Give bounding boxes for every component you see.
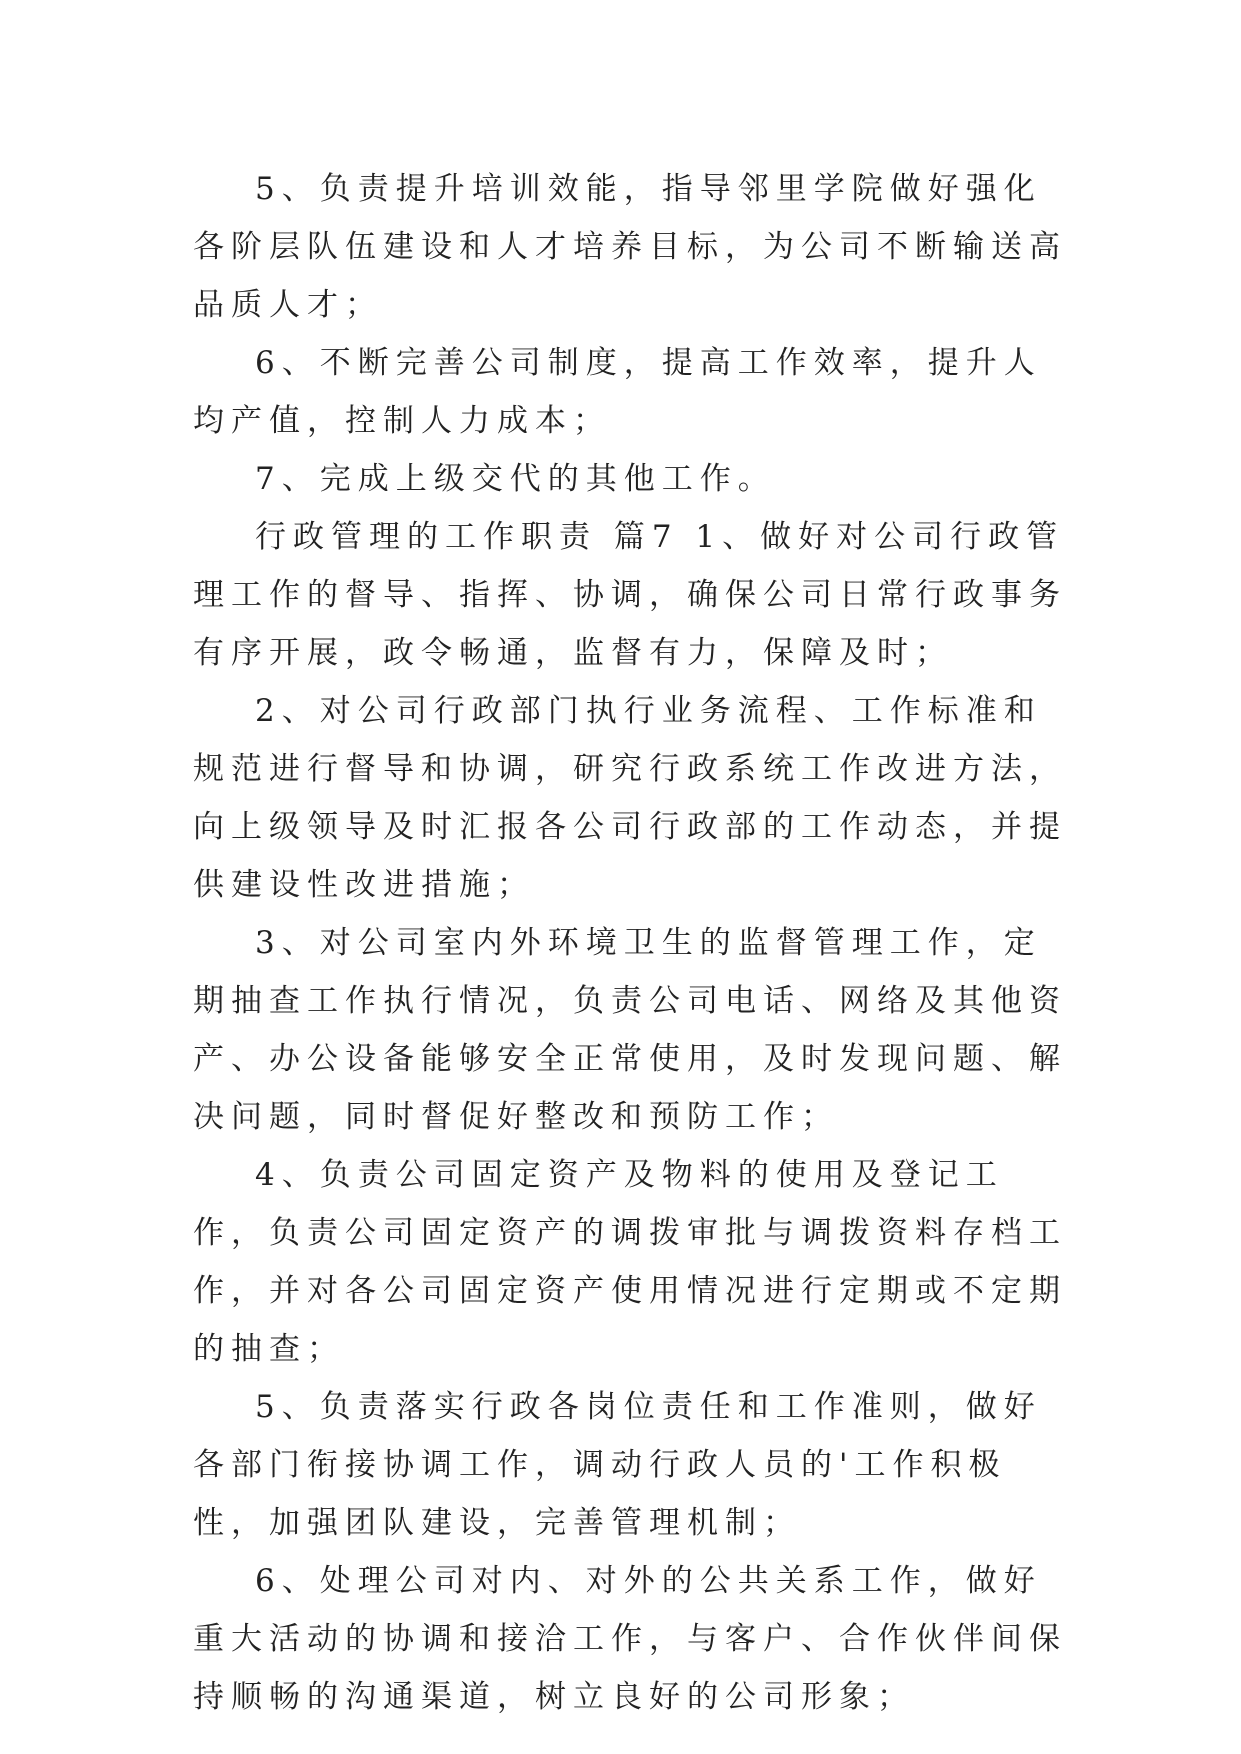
paragraph: 3、对公司室内外环境卫生的监督管理工作，定期抽查工作执行情况，负责公司电话、网络及其他资产、办公设备能够安全正常使用，及时发现问题、解决问题，同时督促好整改和预防工作； [193,925,1067,1135]
paragraph: 5、负责提升培训效能，指导邻里学院做好强化各阶层队伍建设和人才培养目标，为公司不断输送高品质人才； [193,171,1067,323]
paragraph: 2、对公司行政部门执行业务流程、工作标准和规范进行督导和协调，研究行政系统工作改进方法，向上级领导及时汇报各公司行政部的工作动态，并提供建设性改进措施； [193,693,1067,903]
document-body [193,160,1073,1726]
paragraph: 行政管理的工作职责 篇7 1、做好对公司行政管理工作的督导、指挥、协调，确保公司日常行政事务有序开展，政令畅通，监督有力，保障及时； [193,519,1067,671]
paragraph: 6、不断完善公司制度，提高工作效率，提升人均产值，控制人力成本； [193,345,1042,439]
paragraph: 5、负责落实行政各岗位责任和工作准则，做好各部门衔接协调工作，调动行政人员的'工作积极性，加强团队建设，完善管理机制； [193,1389,1042,1541]
paragraph: 4、负责公司固定资产及物料的使用及登记工作，负责公司固定资产的调拨审批与调拨资料存档工作，并对各公司固定资产使用情况进行定期或不定期的抽查； [193,1157,1067,1367]
paragraph: 6、处理公司对内、对外的公共关系工作，做好重大活动的协调和接洽工作，与客户、合作伙伴间保持顺畅的沟通渠道，树立良好的公司形象； [193,1563,1067,1715]
paragraph: 7、完成上级交代的其他工作。 [255,461,776,497]
